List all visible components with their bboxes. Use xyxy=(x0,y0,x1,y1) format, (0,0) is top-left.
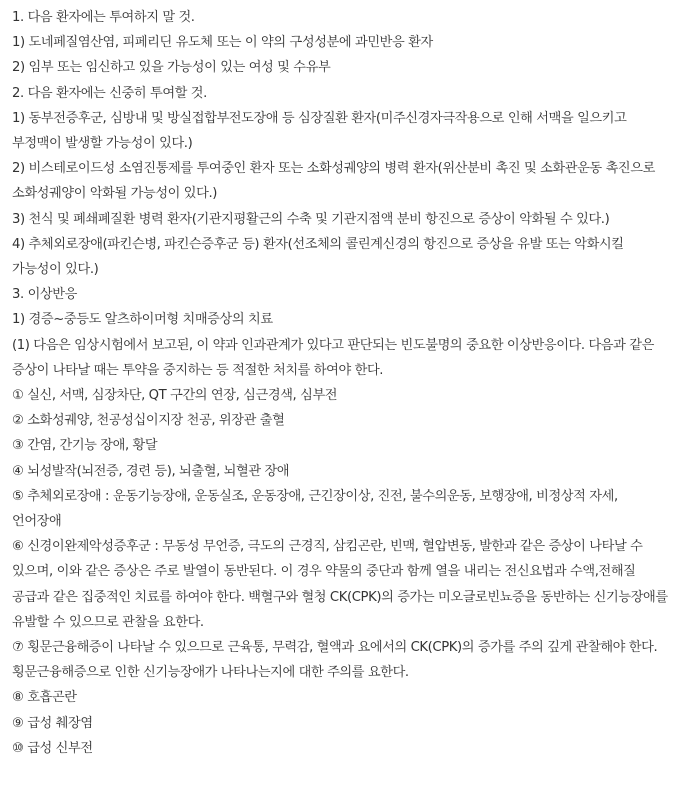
list-item: ③ 간염, 간기능 장애, 황달 xyxy=(12,438,158,454)
paragraph: (1) 다음은 임상시험에서 보고된, 이 약과 인과관계가 있다고 판단되는 빈도불명의 중요한 이상반응이다. 다음과 같은 증상이 나타날 때는 투약을 중지하는 등 적절한 처치를 하여야 한다. xyxy=(12,337,654,378)
list-item: ⑧ 호흡곤란 xyxy=(12,690,77,706)
list-item: 1) 도네페질염산염, 피페리딘 유도체 또는 이 약의 구성성분에 과민반응 환자 xyxy=(12,35,433,51)
list-item: ⑦ 횡문근융해증이 나타날 수 있으므로 근육통, 무력감, 혈액과 요에서의 CK(CPK)의 증가를 주의 깊게 관찰해야 한다. 횡문근융해증으로 인한 신기능장애가 나타나는지에 대한 주의를 요한다. xyxy=(12,640,658,681)
section-heading-precautions: 2. 다음 환자에는 신중히 투여할 것. xyxy=(12,85,207,101)
subsection-heading: 1) 경증~중등도 알츠하이머형 치매증상의 치료 xyxy=(12,312,273,328)
list-item: 2) 임부 또는 임신하고 있을 가능성이 있는 여성 및 수유부 xyxy=(12,60,331,76)
list-item: ② 소화성궤양, 천공성십이지장 천공, 위장관 출혈 xyxy=(12,413,285,429)
list-item: 3) 천식 및 폐쇄폐질환 병력 환자(기관지평활근의 수축 및 기관지점액 분비 항진으로 증상이 악화될 수 있다.) xyxy=(12,211,610,227)
section-heading-contraindications: 1. 다음 환자에는 투여하지 말 것. xyxy=(12,10,195,25)
list-item: 1) 동부전증후군, 심방내 및 방실접합부전도장애 등 심장질환 환자(미주신경자극작용으로 인해 서맥을 일으키고 부정맥이 발생할 가능성이 있다.) xyxy=(12,110,627,152)
list-item: 4) 추체외로장애(파킨슨병, 파킨슨증후군 등) 환자(선조체의 콜린계신경의 항진으로 증상을 유발 또는 악화시킬 가능성이 있다.) xyxy=(12,236,624,278)
list-item: ⑨ 급성 췌장염 xyxy=(12,715,93,731)
list-item: ⑤ 추체외로장애 : 운동기능장애, 운동실조, 운동장애, 근긴장이상, 진전, 불수의운동, 보행장애, 비정상적 자세, 언어장애 xyxy=(12,488,618,530)
list-item: ④ 뇌성발작(뇌전증, 경련 등), 뇌출혈, 뇌혈관 장애 xyxy=(12,463,290,479)
list-item: ⑩ 급성 신부전 xyxy=(12,740,93,756)
section-heading-adverse-reactions: 3. 이상반응 xyxy=(12,287,77,303)
list-item: ① 실신, 서맥, 심장차단, QT 구간의 연장, 심근경색, 심부전 xyxy=(12,388,338,404)
list-item: 2) 비스테로이드성 소염진통제를 투여중인 환자 또는 소화성궤양의 병력 환자(위산분비 촉진 및 소화관운동 촉진으로 소화성궤양이 악화될 가능성이 있다.) xyxy=(12,161,655,202)
list-item: ⑥ 신경이완제악성증후군 : 무동성 무언증, 극도의 근경직, 삼킴곤란, 빈맥, 혈압변동, 발한과 같은 증상이 나타날 수 있으며, 이와 같은 증상은 주로 발열이 동반된다. 이 경우 약물의 중단과 함께 열을 내리는 전신요법과 수액,전해질 공급과 같은 집중적인 치료를 하여야 한다. 백혈구와 혈청 CK(CPK)의 증가는 미오글로빈뇨증을 동반하는 신기능장애를 유발할 수 있으므로 관찰을 요한다. xyxy=(12,539,668,630)
